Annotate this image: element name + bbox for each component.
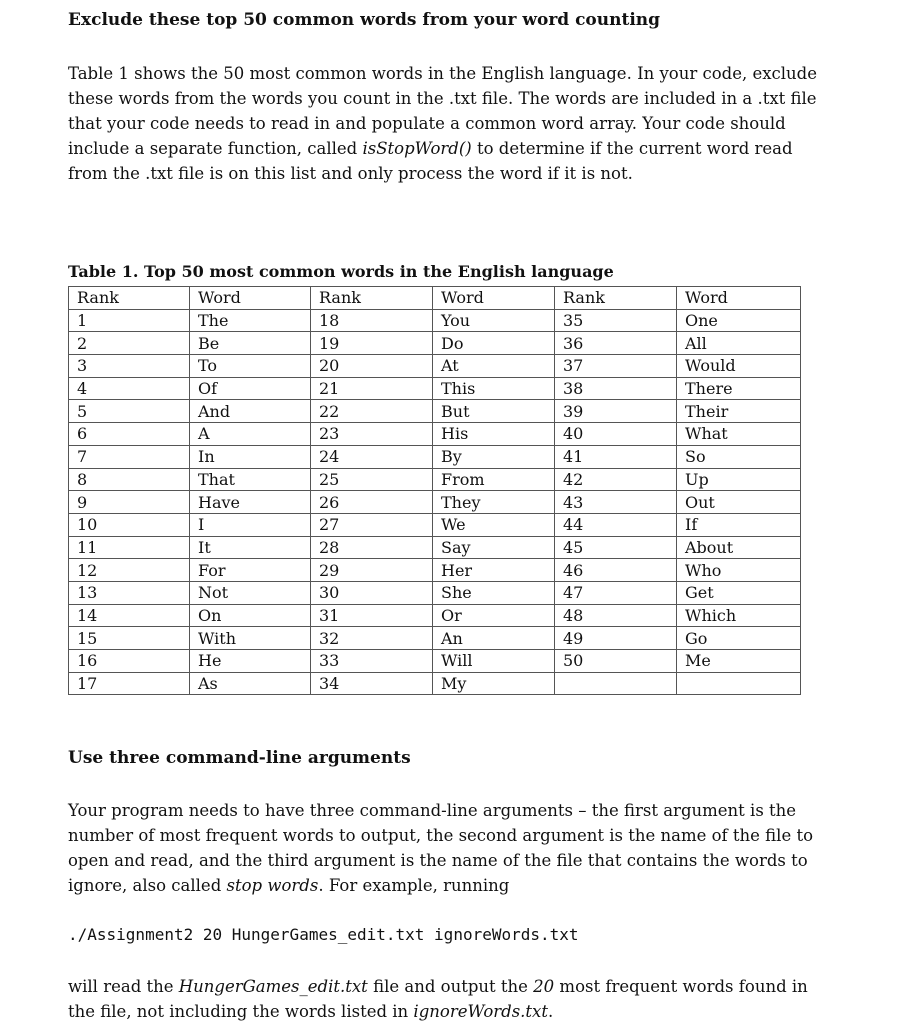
word-cell: Their	[677, 400, 801, 423]
word-cell: If	[677, 513, 801, 536]
word-cell: Who	[677, 559, 801, 582]
rank-cell: 14	[69, 604, 190, 627]
rank-cell: 7	[69, 445, 190, 468]
word-cell: Will	[433, 650, 555, 673]
rank-cell: 21	[311, 377, 433, 400]
rank-cell: 28	[311, 536, 433, 559]
rank-cell: 31	[311, 604, 433, 627]
rank-cell: 25	[311, 468, 433, 491]
rank-cell: 29	[311, 559, 433, 582]
word-cell: He	[190, 650, 311, 673]
input-filename: HungerGames_edit.txt	[178, 977, 368, 996]
rank-cell: 15	[69, 627, 190, 650]
table-row	[69, 400, 801, 423]
table-row	[69, 309, 801, 332]
ignore-filename: ignoreWords.txt	[413, 1002, 548, 1021]
arguments-text-1: Your program needs to have three command-line arguments – the first argument is the number of most frequent words to output, the second argument is the name of the file to open and read, and the third argument is the name of the file that contains the words to ignore, also called	[68, 801, 814, 895]
word-cell: The	[190, 309, 311, 332]
rank-cell: 35	[555, 309, 677, 332]
word-cell: Out	[677, 491, 801, 514]
word-cell: They	[433, 491, 555, 514]
word-cell: Not	[190, 581, 311, 604]
word-cell: But	[433, 400, 555, 423]
word-cell: Have	[190, 491, 311, 514]
word-cell: As	[190, 672, 311, 695]
rank-cell: 12	[69, 559, 190, 582]
table-row	[69, 468, 801, 491]
word-cell: This	[433, 377, 555, 400]
word-cell: We	[433, 513, 555, 536]
table-row	[69, 559, 801, 582]
rank-cell: 5	[69, 400, 190, 423]
rank-cell: 40	[555, 423, 677, 446]
header-cell: Rank	[69, 287, 190, 310]
table-body	[69, 309, 801, 695]
rank-cell: 33	[311, 650, 433, 673]
word-cell: At	[433, 355, 555, 378]
rank-cell: 34	[311, 672, 433, 695]
table-row	[69, 355, 801, 378]
table-row	[69, 377, 801, 400]
rank-cell: 1	[69, 309, 190, 332]
rank-cell: 50	[555, 650, 677, 673]
rank-cell: 30	[311, 581, 433, 604]
final-text-4: .	[547, 1002, 554, 1021]
table-row	[69, 627, 801, 650]
rank-cell: 22	[311, 400, 433, 423]
word-cell: Say	[433, 536, 555, 559]
arguments-text-2: . For example, running	[318, 876, 510, 895]
rank-cell: 18	[311, 309, 433, 332]
table-row	[69, 650, 801, 673]
rank-cell: 19	[311, 332, 433, 355]
rank-cell: 11	[69, 536, 190, 559]
word-cell: Or	[433, 604, 555, 627]
word-cell: Do	[433, 332, 555, 355]
header-cell: Rank	[555, 287, 677, 310]
table-row	[69, 581, 801, 604]
word-cell: A	[190, 423, 311, 446]
word-cell: One	[677, 309, 801, 332]
word-cell: Get	[677, 581, 801, 604]
table-row	[69, 491, 801, 514]
table-caption: Table 1. Top 50 most common words in the English language	[68, 262, 614, 281]
table-row	[69, 445, 801, 468]
word-cell: And	[190, 400, 311, 423]
table-row	[69, 604, 801, 627]
rank-cell: 49	[555, 627, 677, 650]
rank-cell: 37	[555, 355, 677, 378]
table-row	[69, 536, 801, 559]
rank-cell: 38	[555, 377, 677, 400]
word-cell: On	[190, 604, 311, 627]
rank-cell: 41	[555, 445, 677, 468]
rank-cell: 13	[69, 581, 190, 604]
word-cell: That	[190, 468, 311, 491]
word-cell: Would	[677, 355, 801, 378]
intro-paragraph	[68, 61, 828, 186]
rank-cell: 16	[69, 650, 190, 673]
intro-text-2: to determine if the current word read from the .txt file is on this list and only process the word if it is not.	[68, 139, 793, 183]
rank-cell: 32	[311, 627, 433, 650]
header-cell: Word	[190, 287, 311, 310]
word-cell: There	[677, 377, 801, 400]
final-text-3: most frequent words found in the file, not including the words listed in	[68, 977, 808, 1021]
rank-cell: 42	[555, 468, 677, 491]
intro-text-1: Table 1 shows the 50 most common words in the English language. In your code, exclude these words from the words you count in the .txt file. The words are included in a .txt file that your code needs to read in and populate a common word array. Your code should include a separate function, called	[68, 64, 818, 158]
rank-cell: 47	[555, 581, 677, 604]
rank-cell: 17	[69, 672, 190, 695]
word-cell: She	[433, 581, 555, 604]
word-cell: My	[433, 672, 555, 695]
word-cell: I	[190, 513, 311, 536]
rank-cell: 2	[69, 332, 190, 355]
header-cell: Word	[677, 287, 801, 310]
word-cell: For	[190, 559, 311, 582]
rank-cell: 4	[69, 377, 190, 400]
section-heading-command-line: Use three command-line arguments	[68, 748, 411, 768]
rank-cell: 43	[555, 491, 677, 514]
word-cell: What	[677, 423, 801, 446]
rank-cell: 10	[69, 513, 190, 536]
rank-cell: 48	[555, 604, 677, 627]
rank-cell: 8	[69, 468, 190, 491]
common-words-table	[68, 286, 801, 695]
word-cell: So	[677, 445, 801, 468]
section-heading-exclude-words: Exclude these top 50 common words from your word counting	[68, 10, 661, 30]
word-cell: You	[433, 309, 555, 332]
final-text-1: will read the	[68, 977, 179, 996]
table-row	[69, 513, 801, 536]
word-cell: An	[433, 627, 555, 650]
output-count: 20	[533, 977, 555, 996]
word-cell: Her	[433, 559, 555, 582]
rank-cell: 9	[69, 491, 190, 514]
rank-cell: 39	[555, 400, 677, 423]
rank-cell: 6	[69, 423, 190, 446]
word-cell: It	[190, 536, 311, 559]
rank-cell: 20	[311, 355, 433, 378]
rank-cell: 45	[555, 536, 677, 559]
word-cell: Up	[677, 468, 801, 491]
word-cell: All	[677, 332, 801, 355]
rank-cell: 26	[311, 491, 433, 514]
word-cell: With	[190, 627, 311, 650]
rank-cell: 3	[69, 355, 190, 378]
final-paragraph	[68, 974, 828, 1024]
word-cell: To	[190, 355, 311, 378]
word-cell: Me	[677, 650, 801, 673]
word-cell: In	[190, 445, 311, 468]
word-cell: About	[677, 536, 801, 559]
rank-cell: 24	[311, 445, 433, 468]
word-cell: Of	[190, 377, 311, 400]
word-cell: Which	[677, 604, 801, 627]
table-row	[69, 672, 801, 695]
arguments-paragraph	[68, 798, 828, 898]
table-row	[69, 423, 801, 446]
rank-cell: 36	[555, 332, 677, 355]
rank-cell: 27	[311, 513, 433, 536]
rank-cell: 23	[311, 423, 433, 446]
stop-words-term: stop words	[226, 876, 319, 895]
table-row	[69, 332, 801, 355]
header-cell: Rank	[311, 287, 433, 310]
function-name: isStopWord()	[362, 139, 472, 158]
word-cell: His	[433, 423, 555, 446]
table-header-row	[69, 287, 801, 310]
word-cell: Be	[190, 332, 311, 355]
rank-cell	[555, 672, 677, 695]
word-cell: Go	[677, 627, 801, 650]
rank-cell: 46	[555, 559, 677, 582]
word-cell: From	[433, 468, 555, 491]
header-cell: Word	[433, 287, 555, 310]
word-cell: By	[433, 445, 555, 468]
example-command: ./Assignment2 20 HungerGames_edit.txt ignoreWords.txt	[68, 925, 579, 944]
rank-cell: 44	[555, 513, 677, 536]
final-text-2: file and output the	[367, 977, 534, 996]
word-cell	[677, 672, 801, 695]
